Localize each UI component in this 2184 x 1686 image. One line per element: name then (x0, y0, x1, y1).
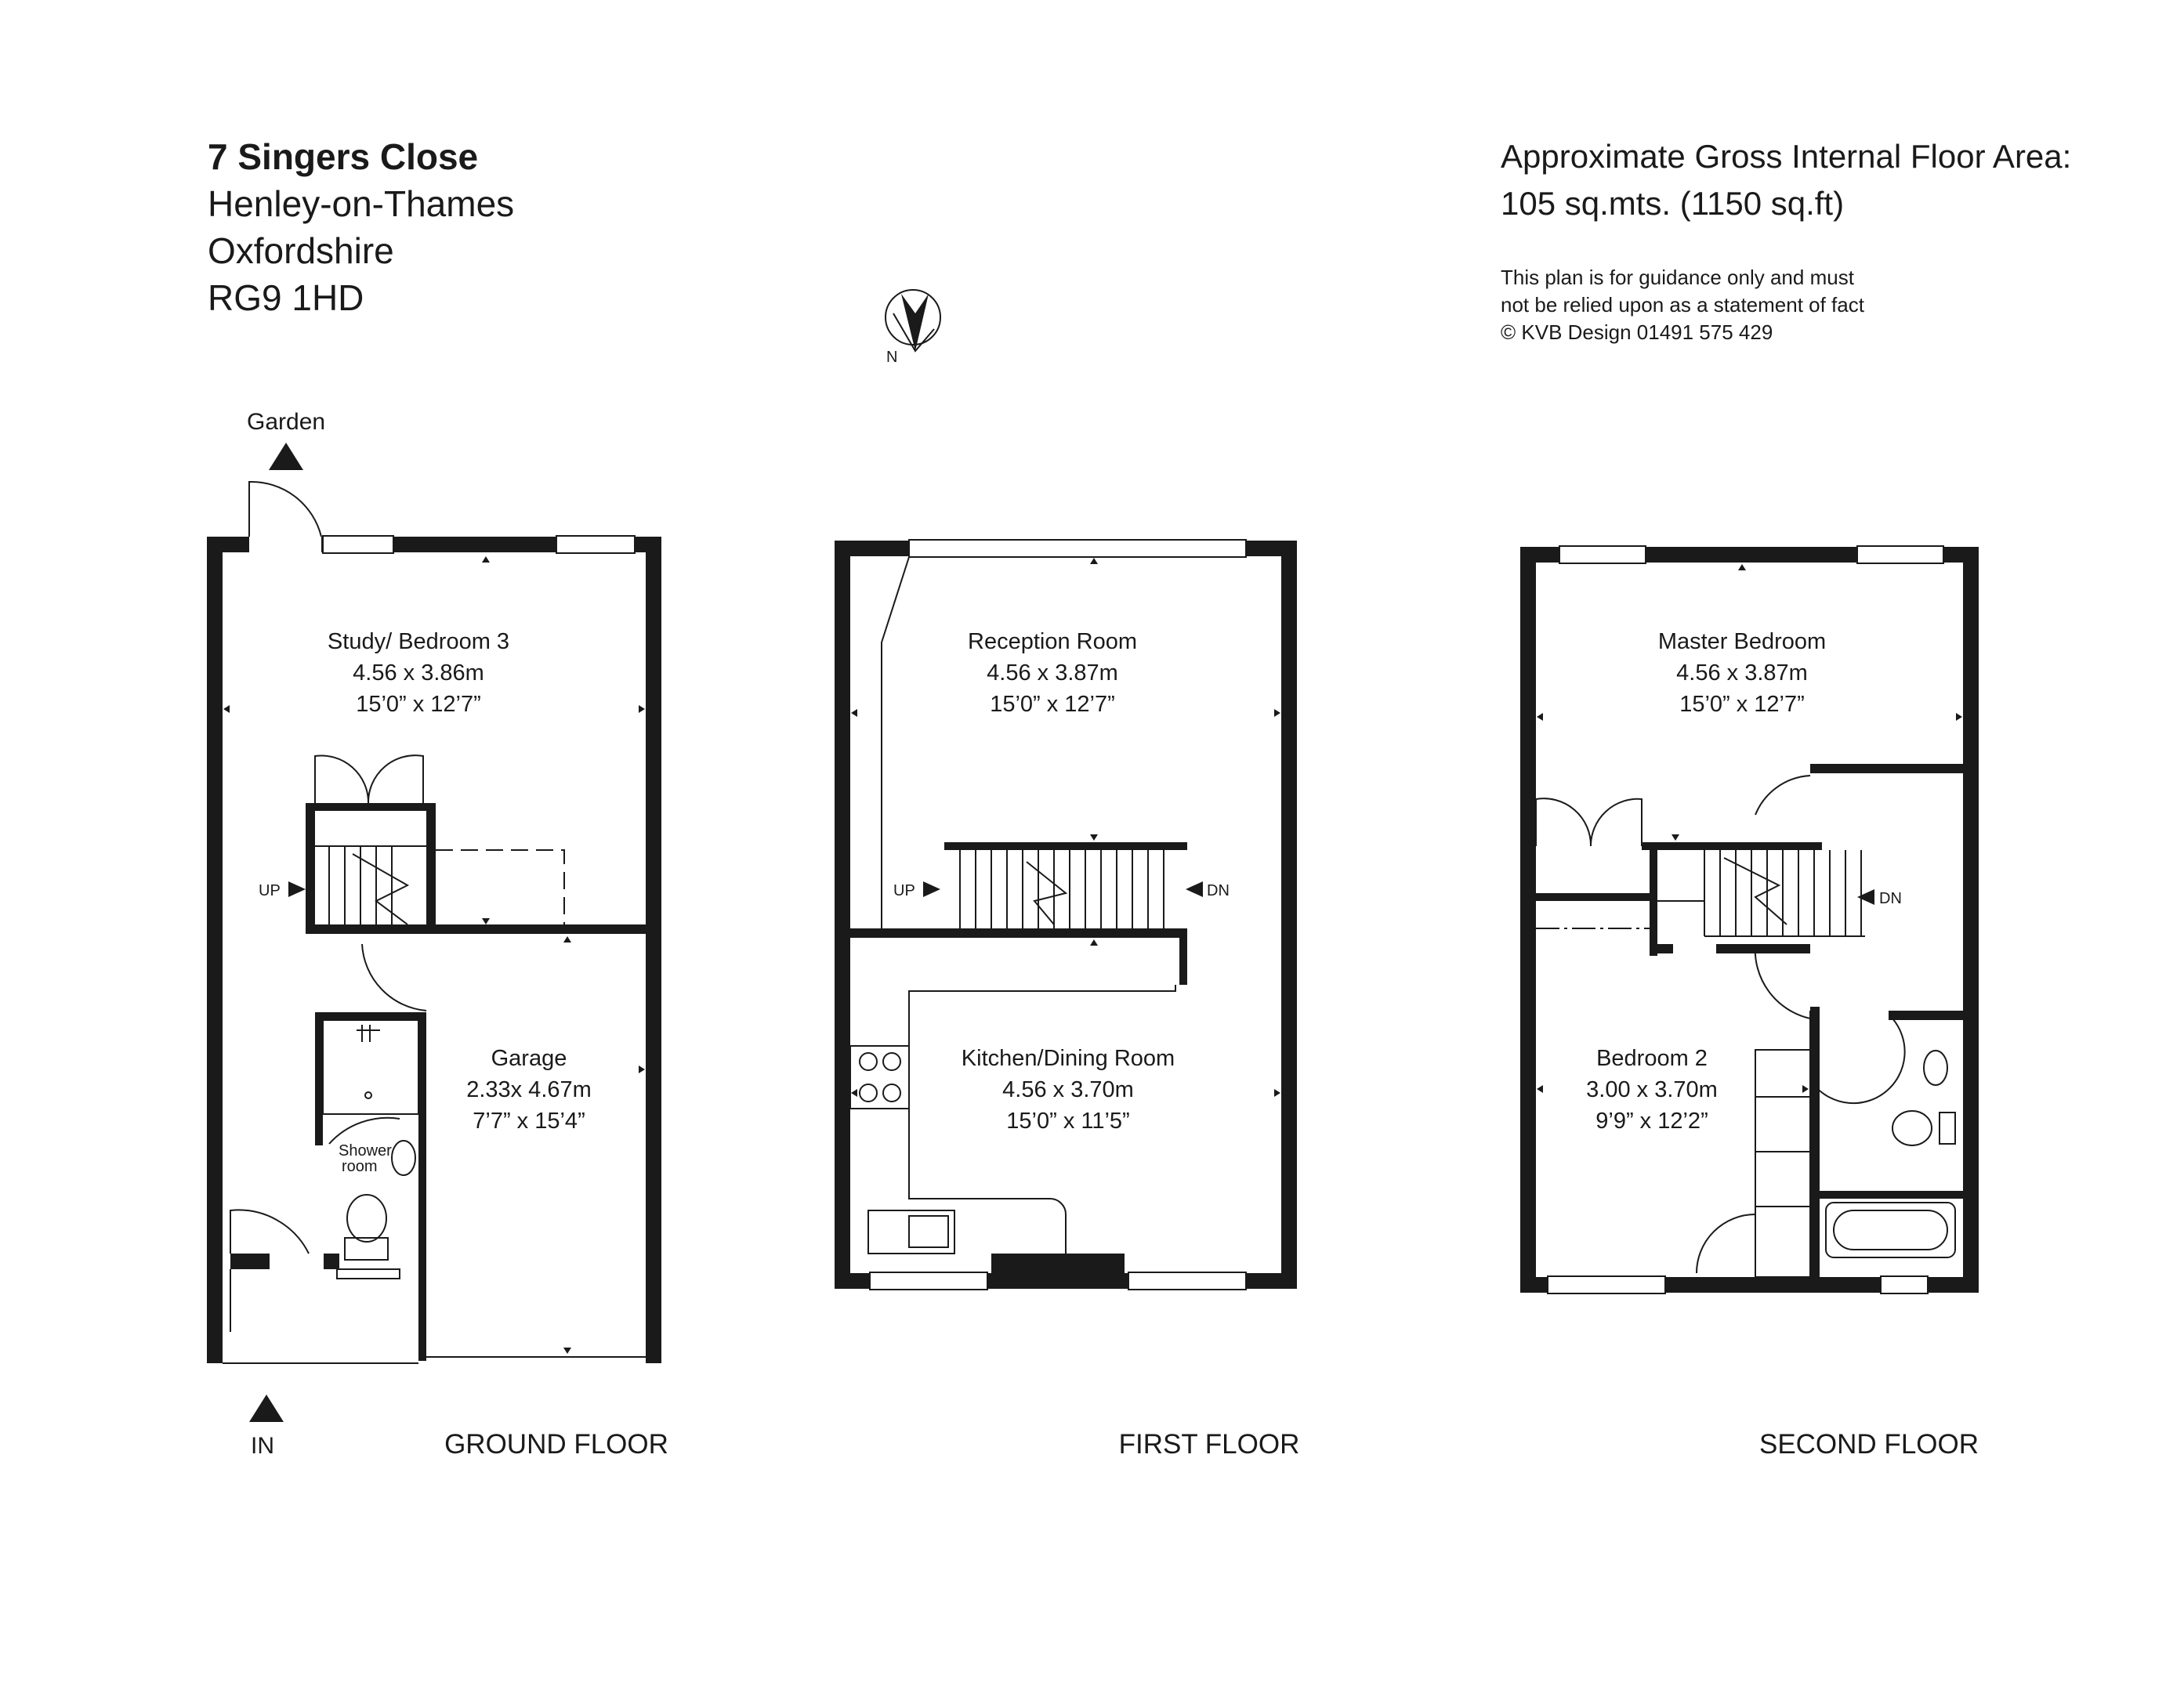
property-name: 7 Singers Close (208, 136, 479, 177)
property-postcode: RG9 1HD (208, 277, 364, 318)
second-floor-title: SECOND FLOOR (1758, 1429, 1979, 1460)
property-county: Oxfordshire (208, 230, 394, 271)
kitchen-name: Kitchen/Dining Room (961, 1046, 1175, 1071)
master-bedroom-metric: 4.56 x 3.87m (1676, 660, 1808, 686)
kitchen-metric: 4.56 x 3.70m (1002, 1077, 1134, 1102)
garage-metric: 2.33x 4.67m (466, 1077, 592, 1102)
floor-area-heading: Approximate Gross Internal Floor Area: (1501, 138, 2072, 175)
master-bedroom-imperial: 15’0” x 12’7” (1679, 692, 1805, 717)
first-stairs-down-label: DN (1207, 882, 1230, 899)
second-floor-plan (1520, 546, 1979, 1460)
ground-stairs-label: UP (259, 882, 281, 899)
disclaimer-line-1: This plan is for guidance only and must (1501, 266, 1854, 289)
ground-floor-title: GROUND FLOOR (444, 1429, 668, 1460)
shower-room-label-2: room (342, 1158, 378, 1175)
first-stairs-up-label: UP (893, 882, 915, 899)
study-name: Study/ Bedroom 3 (327, 629, 510, 654)
bedroom-2-name: Bedroom 2 (1596, 1046, 1708, 1071)
floor-area-value: 105 sq.mts. (1150 sq.ft) (1501, 185, 1845, 222)
bedroom-2-metric: 3.00 x 3.70m (1586, 1077, 1718, 1102)
ground-floor-plan (207, 409, 668, 1460)
garden-label: Garden (247, 409, 326, 435)
north-arrow-icon (886, 290, 940, 366)
bedroom-2-imperial: 9’9” x 12’2” (1595, 1109, 1708, 1134)
shower-room-label-1: Shower (339, 1142, 392, 1160)
property-town: Henley-on-Thames (208, 183, 515, 224)
disclaimer-line-2: not be relied upon as a statement of fact (1501, 293, 1864, 317)
second-stairs-down-label: DN (1879, 890, 1902, 907)
entrance-label: IN (251, 1433, 274, 1459)
garage-name: Garage (491, 1046, 567, 1071)
first-floor-title: FIRST FLOOR (1118, 1429, 1300, 1460)
garden-arrow-icon (269, 443, 303, 470)
reception-imperial: 15’0” x 12’7” (990, 692, 1115, 717)
entrance-arrow-icon (249, 1395, 284, 1422)
study-metric: 4.56 x 3.86m (353, 660, 484, 686)
compass-label: N (886, 349, 898, 366)
disclaimer-copyright: © KVB Design 01491 575 429 (1501, 320, 1773, 344)
garage-imperial: 7’7” x 15’4” (473, 1109, 585, 1134)
study-imperial: 15’0” x 12’7” (356, 692, 481, 717)
master-bedroom-name: Master Bedroom (1657, 629, 1827, 654)
reception-metric: 4.56 x 3.87m (987, 660, 1118, 686)
first-floor-plan (835, 540, 1299, 1460)
kitchen-imperial: 15’0” x 11’5” (1006, 1109, 1130, 1134)
reception-name: Reception Room (968, 629, 1137, 654)
